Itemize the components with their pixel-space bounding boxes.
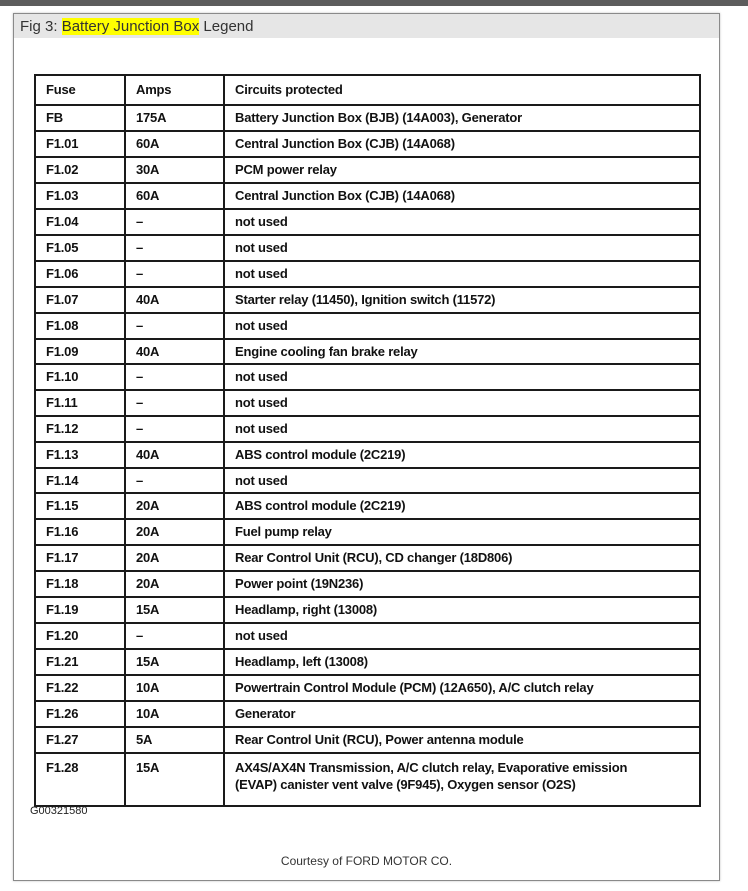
table-row (35, 442, 700, 468)
cell-fuse: F1.16 (35, 519, 125, 545)
cell-circuit: Rear Control Unit (RCU), Power antenna module (224, 727, 700, 753)
cell-circuit: not used (224, 416, 700, 442)
caption-prefix: Fig 3: (20, 18, 62, 35)
cell-fuse: F1.03 (35, 183, 125, 209)
table-row (35, 157, 700, 183)
cell-fuse: F1.15 (35, 493, 125, 519)
table-row (35, 364, 700, 390)
cell-amps: 5A (125, 727, 224, 753)
table-row (35, 675, 700, 701)
cell-amps: 40A (125, 442, 224, 468)
cell-fuse: F1.07 (35, 287, 125, 313)
cell-circuit: not used (224, 623, 700, 649)
cell-amps: – (125, 416, 224, 442)
table-row (35, 649, 700, 675)
cell-fuse: F1.14 (35, 468, 125, 493)
circuit-line: (EVAP) canister vent valve (9F945), Oxygen sensor (O2S) (235, 777, 576, 792)
cell-circuit: not used (224, 261, 700, 287)
table-row (35, 545, 700, 571)
table-row (35, 727, 700, 753)
cell-amps: 20A (125, 519, 224, 545)
cell-circuit: ABS control module (2C219) (224, 493, 700, 519)
cell-amps: – (125, 364, 224, 390)
cell-circuit: Powertrain Control Module (PCM) (12A650), A/C clutch relay (224, 675, 700, 701)
cell-fuse: F1.08 (35, 313, 125, 339)
cell-amps: – (125, 623, 224, 649)
cell-circuit: not used (224, 209, 700, 235)
cell-circuit: Power point (19N236) (224, 571, 700, 597)
cell-fuse: F1.21 (35, 649, 125, 675)
cell-circuit: not used (224, 390, 700, 416)
cell-fuse: F1.19 (35, 597, 125, 623)
table-row (35, 235, 700, 261)
cell-circuit: Headlamp, right (13008) (224, 597, 700, 623)
caption-highlight: Battery Junction Box (61, 18, 200, 35)
cell-amps: 175A (125, 105, 224, 131)
fuse-table (34, 74, 701, 807)
fuse-legend-figure (34, 74, 701, 807)
cell-amps: 60A (125, 131, 224, 157)
cell-fuse: F1.02 (35, 157, 125, 183)
courtesy-credit: Courtesy of FORD MOTOR CO. (280, 854, 453, 868)
cell-fuse: F1.11 (35, 390, 125, 416)
cell-fuse: F1.06 (35, 261, 125, 287)
cell-circuit: Generator (224, 701, 700, 727)
cell-fuse: F1.10 (35, 364, 125, 390)
cell-circuit: Battery Junction Box (BJB) (14A003), Generator (224, 105, 700, 131)
table-row (35, 105, 700, 131)
cell-fuse: F1.04 (35, 209, 125, 235)
table-row (35, 261, 700, 287)
figure-id: G00321580 (30, 805, 88, 817)
table-row (35, 183, 700, 209)
cell-amps: 15A (125, 597, 224, 623)
header-amps: Amps (125, 75, 224, 105)
cell-amps: 40A (125, 339, 224, 364)
cell-amps: 20A (125, 571, 224, 597)
cell-amps: – (125, 390, 224, 416)
cell-amps: 10A (125, 675, 224, 701)
table-row (35, 416, 700, 442)
cell-fuse: F1.28 (35, 753, 125, 806)
table-row (35, 131, 700, 157)
cell-circuit: ABS control module (2C219) (224, 442, 700, 468)
cell-amps: 15A (125, 753, 224, 806)
figure-frame (13, 13, 720, 881)
cell-circuit: PCM power relay (224, 157, 700, 183)
table-row (35, 209, 700, 235)
cell-fuse: F1.01 (35, 131, 125, 157)
cell-amps: 40A (125, 287, 224, 313)
cell-circuit: not used (224, 468, 700, 493)
cell-fuse: FB (35, 105, 125, 131)
top-bar (0, 0, 748, 6)
table-row (35, 390, 700, 416)
cell-amps: – (125, 261, 224, 287)
table-header-row (35, 75, 700, 105)
fuse-table-body (35, 105, 700, 806)
cell-circuit: Engine cooling fan brake relay (224, 339, 700, 364)
caption-suffix: Legend (199, 18, 254, 35)
cell-amps: – (125, 235, 224, 261)
figure-caption (14, 14, 719, 38)
cell-circuit: Fuel pump relay (224, 519, 700, 545)
cell-fuse: F1.26 (35, 701, 125, 727)
cell-amps: 60A (125, 183, 224, 209)
cell-fuse: F1.20 (35, 623, 125, 649)
cell-amps: 30A (125, 157, 224, 183)
cell-fuse: F1.13 (35, 442, 125, 468)
table-row (35, 571, 700, 597)
cell-amps: 20A (125, 545, 224, 571)
header-circuits: Circuits protected (224, 75, 700, 105)
table-row (35, 753, 700, 806)
table-row (35, 519, 700, 545)
cell-amps: – (125, 209, 224, 235)
table-row (35, 287, 700, 313)
cell-fuse: F1.09 (35, 339, 125, 364)
table-row (35, 339, 700, 364)
cell-circuit (224, 753, 700, 806)
cell-amps: – (125, 468, 224, 493)
circuit-line: AX4S/AX4N Transmission, A/C clutch relay, Evaporative emission (235, 760, 628, 775)
cell-fuse: F1.05 (35, 235, 125, 261)
table-row (35, 493, 700, 519)
cell-circuit: not used (224, 364, 700, 390)
table-row (35, 313, 700, 339)
cell-amps: 10A (125, 701, 224, 727)
cell-circuit: not used (224, 313, 700, 339)
header-fuse: Fuse (35, 75, 125, 105)
cell-amps: – (125, 313, 224, 339)
cell-circuit: Rear Control Unit (RCU), CD changer (18D806) (224, 545, 700, 571)
cell-fuse: F1.27 (35, 727, 125, 753)
cell-fuse: F1.12 (35, 416, 125, 442)
cell-fuse: F1.18 (35, 571, 125, 597)
cell-circuit: Headlamp, left (13008) (224, 649, 700, 675)
cell-circuit: Central Junction Box (CJB) (14A068) (224, 131, 700, 157)
cell-fuse: F1.17 (35, 545, 125, 571)
cell-circuit: Central Junction Box (CJB) (14A068) (224, 183, 700, 209)
cell-fuse: F1.22 (35, 675, 125, 701)
table-row (35, 623, 700, 649)
cell-amps: 20A (125, 493, 224, 519)
table-row (35, 701, 700, 727)
cell-amps: 15A (125, 649, 224, 675)
cell-circuit: not used (224, 235, 700, 261)
table-row (35, 597, 700, 623)
cell-circuit: Starter relay (11450), Ignition switch (11572) (224, 287, 700, 313)
table-row (35, 468, 700, 493)
